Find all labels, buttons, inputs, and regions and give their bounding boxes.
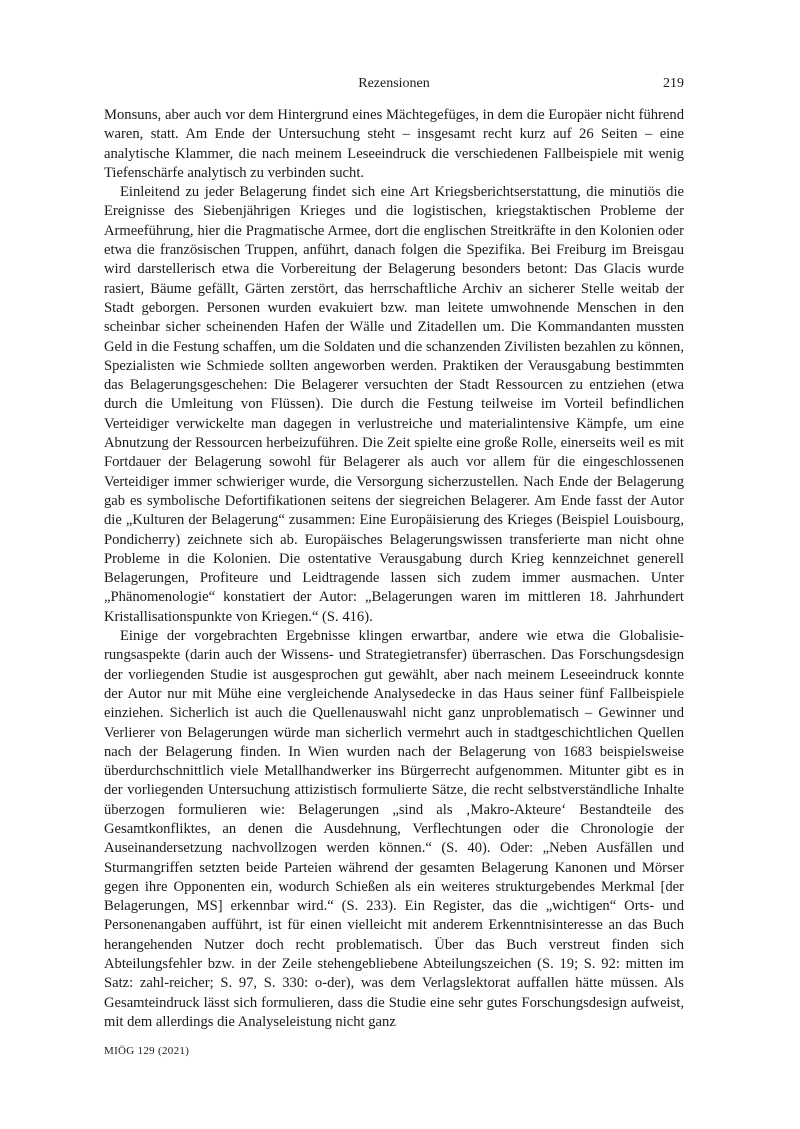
running-head: [104, 76, 684, 96]
page-number: 219: [663, 76, 684, 91]
running-title: Rezensionen: [358, 76, 430, 91]
paragraph-3: Einige der vorgebrachten Ergebnisse klingen erwartbar, andere wie etwa die Globalisierungsaspekte (darin auch der Wissens- und Strategietransfer) überraschen. Das Forschungsdesign der vorliegenden Studie ist ausgesprochen gut gewählt, aber nach meinem Leseeindruck konnte der Autor nur mit Mühe eine vergleichende Analysedecke in das Haus seiner fünf Fallbeispiele einziehen. Sicherlich ist auch die Quellenauswahl nicht ganz unproblematisch – Gewinner und Verlierer von Belagerungen würde man sicherlich vermehrt auch in stadtgeschichtlichen Quellen nach der Belagerung finden. In Wien wurden nach der Belagerung von 1683 beispielsweise überdurchschnittlich viele Metallhandwerker ins Bürgerrecht aufgenommen. Mitunter gibt es in der vorliegenden Untersuchung attizistisch formulierte Sätze, die recht selbstverständliche Inhalte überzogen formulieren wie: Belagerungen „sind als ‚Makro-Akteure‘ Bestandteile des Gesamtkonfliktes, an denen die Ausdehnung, Verflechtungen oder die Chronologie der Auseinandersetzung nachvollzogen werden können.“ (S. 40). Oder: „Neben Ausfällen und Sturmangriffen setzten beide Parteien während der gesamten Belagerung Kanonen und Mörser gegen ihre Opponenten ein, wodurch Schießen als ein weiteres strukturgebendes Merkmal [der Belagerungen, MS] erkennbar wird.“ (S. 233). Ein Register, das die „wichtigen“ Orts- und Personenangaben aufführt, ist für einen vielleicht mit anderem Erkenntnisinteresse an das Buch herangehenden Nutzer doch recht problematisch. Über das Buch verstreut finden sich Abteilungsfehler bzw. in der Zeile stehengebliebene Abteilungszeichen (S. 19; S. 92: mitten im Satz: zahl-reicher; S. 97, S. 330: o-der), was dem Verlagslektorat auffallen hätte müssen. Als Gesamteindruck lässt sich formulieren, dass die Studie eine sehr gutes Forschungsdesign aufweist, mit dem allerdings die Analyseleistung nicht ganz: [104, 628, 684, 1030]
paragraph-2: Einleitend zu jeder Belagerung findet sich eine Art Kriegsberichtserstattung, die minutiös die Ereignisse des Siebenjährigen Krieges und die logistischen, kriegstaktischen Probleme der Armeeführung, hier die Pragmatische Armee, dort die englischen Streitkräfte in den Kolonien oder etwa die französischen Truppen, anführt, danach folgen die Spezifika. Bei Freiburg im Breisgau wird darstellerisch etwa die Vorbereitung der Belagerung besonders betont: Das Glacis wurde rasiert, Bäume gefällt, Gärten zerstört, das herrschaftliche Archiv an sicherer Stelle weitab der Stadt geborgen. Personen wurden evakuiert bzw. man leitete umwohnende Menschen in den scheinbar sicher scheinenden Hafen der Wälle und Zitadellen um. Die Kommandanten mussten Geld in die Festung schaffen, um die Soldaten und die schanzenden Zivilisten bezahlen zu können, Spezialisten wie Schmiede sollten angeworben werden. Praktiken der Verausgabung bestimmten das Belagerungsgeschehen: Die Belagerer versuchten der Stadt Ressourcen zu entziehen (etwa durch die Umleitung von Flüssen). Die durch die Festung teilweise im Vorteil befindlichen Verteidiger verwickelte man dagegen in verlustreiche und materialintensive Kämpfe, um eine Abnutzung der Ressourcen herbeizuführen. Die Zeit spielte eine große Rolle, einerseits weil es mit Fortdauer der Belagerung sowohl für Belagerer als auch vor allem für die eingeschlossenen Verteidiger immer schwieriger wurde, die Versorgung sicherzustellen. Nach Ende der Belagerung gab es symbolische Defortifikationen seitens der siegreichen Belagerer. Am Ende fasst der Autor die „Kulturen der Belagerung“ zusammen: Eine Europäisierung des Krieges (Beispiel Louisbourg, Pondicherry) zeichnete sich ab. Europäisches Belagerungswissen transferierte man nicht ohne Probleme in die Kolonien. Die ostentative Verausgabung durch Krieg kennzeichnet generell Belagerungen, Profiteure und Leidtragende lassen sich zudem immer ausmachen. Unter „Phänomenologie“ konstatiert der Autor: „Belagerungen waren im mittleren 18. Jahrhundert Kristallisationspunkte von Kriegen.“ (S. 416).: [104, 184, 684, 625]
journal-footer: MIÖG 129 (2021): [104, 1045, 190, 1057]
review-body: [104, 106, 684, 1032]
paragraph-1: Monsuns, aber auch vor dem Hintergrund eines Mächtegefüges, in dem die Europäer nicht führend waren, statt. Am Ende der Untersuchung steht – insgesamt recht kurz auf 26 Seiten – eine analytische Klammer, die nach meinem Leseeindruck die verschiedenen Fallbeispiele mit wenig Tiefenschärfe analytisch zu verbinden sucht.: [104, 107, 684, 181]
